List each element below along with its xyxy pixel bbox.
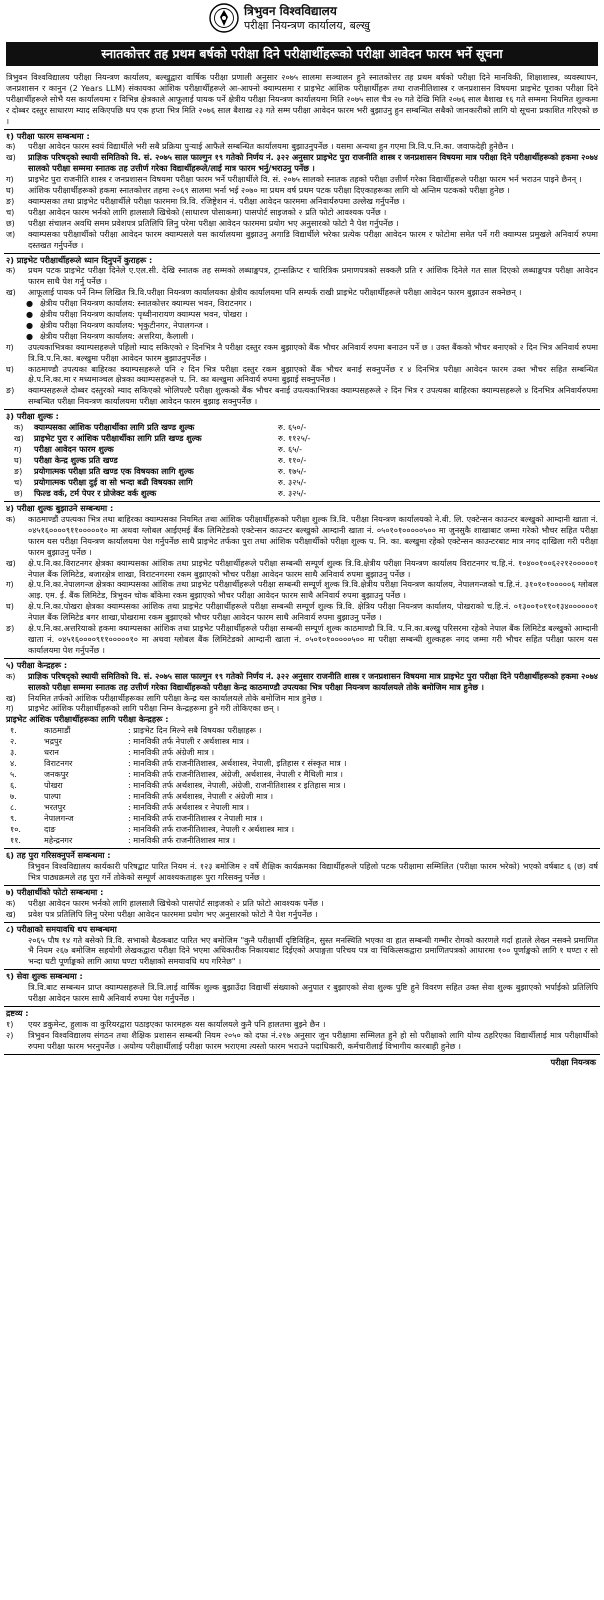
centers-title: प्राइभेट आंशिक परीक्षार्थीहरूका लागि परीक्षा केन्द्रहरू : (6, 714, 169, 725)
bullet-text: क्षेत्रीय परीक्षा नियन्त्रण कार्यालय: स्नातकोत्तर क्याम्पस भवन, विराटनगर । (40, 298, 252, 309)
fee-name: परीक्षा आवेदन फारम शुल्क (34, 444, 114, 455)
item-text: क्याम्पसका तथा प्राइभेट परीक्षार्थीले परीक्षा फारममा त्रि.वि. रजिष्ट्रेशन नं. परीक्षा आवेदन फारममा अनिवार्यरुपमा उल्लेख गर्नुपर्नेछ । (28, 195, 405, 206)
fee-row (12, 422, 360, 433)
center-subjects: : मानविकी तर्फ नेपाली र अर्थशास्त्र मात्र । (128, 736, 250, 747)
fee-row (12, 466, 360, 477)
item-label: २) (6, 1029, 14, 1040)
intro-paragraph: त्रिभुवन विश्वविद्यालय परीक्षा नियन्त्रण कार्यालय, बल्खुद्वारा वार्षिक परीक्षा प्रणाली अनुसार २०७५ सालमा सञ्चालन हुने स्नातकोत्तर तह प्रथम बर्षको परीक्षा दिने मानविकी, शिक्षाशास्त्र, व्यवस्थापन, जनप्रशासन र कानुन (2 Years LLM) संकायका आंशिक परीक्षार्थीहरूले आ-आफ्नो क्याम्पसमा र प्राइभेट आंशिक परीक्षार्थीहरू तथा राजनीतिशास्त्र र जनप्रशासन विषयमा प्राइभेट पूराका परीक्षा दिने परीक्षार्थीहरूले सोभै यस कार्यालयमा र विभिन्न क्षेत्रकाले आफूलाई पायक पर्ने क्षेत्रीय परीक्षा नियन्त्रण कार्यालयमा मिति २०७५ साल चैत्र २७ गते देखि मिति २०७६ साल बैशाख १६ गते सम्ममा नियमित शुल्कमा र दोब्बर दस्तुर साधारण म्याद सकिएपछि थप एक हप्ता भित्र मिति २०७६ साल बैशाख २३ गते सम्म परीक्षा आवेदन फारम भरी बुझाउनु हुन सम्बन्धित सबैको जानकारीको लागि यो सूचना प्रकाशित गरिएको छ । (4, 72, 600, 130)
center-row (8, 835, 590, 846)
item-label: घ) (6, 185, 14, 196)
item-label: घ) (6, 601, 14, 612)
list-item (6, 385, 598, 407)
university-name: त्रिभुवन विश्वविद्यालय (244, 4, 337, 18)
fee-label: घ) (14, 455, 22, 466)
item-label: ङ) (6, 623, 15, 634)
bullet-icon: ● (26, 330, 34, 341)
center-number: १. (10, 725, 17, 736)
item-text: क्याम्पसहरूले दोब्बर दस्तुरको म्याद सकिएको भोलिपल्टै परीक्षा शुल्कको बैंक भौचर बनाई उपत्यकाभित्रका क्याम्पसहरूले २ दिन भित्र र उपत्यका बाहिरका क्याम्पसहरूले ४ दिनभित्र अनिवार्यरुपमा सम्बन्धित परीक्षा नियन्त्रण कार्यालयमा परीक्षा आवेदन फारम बुझाइ सक्नुपर्नेछ । (28, 385, 598, 407)
center-row (8, 747, 590, 758)
section-number: ३) (6, 411, 14, 422)
fee-name: प्रयोगात्मक परीक्षा प्रति खण्ड एक विषयका लागि शुल्क (34, 466, 194, 477)
notes-title: द्रष्टव्य : (6, 1008, 29, 1018)
center-row (8, 769, 590, 780)
item-text: क्षे.प.नि.का.पोखरा क्षेत्रका क्याम्पसका आंशिक तथा प्राइभेट परीक्षार्थीहरूले परीक्षा सम्बन्धी सम्पूर्ण शुल्क त्रि.वि. क्षेत्रिय परीक्षा नियन्त्रण कार्यालय, पोखराको च.हि.नं. ०१३००१०११०१३४००००००१ नेपाल बैंक लिमिटेड बगर शाखा,पोखरामा रकम बुझाएको भौचर परीक्षा आवेदन फारम साथै अनिवार्य रुपमा बुझाउनु पर्नेछ । (28, 601, 598, 623)
list-item (6, 196, 598, 207)
center-subjects: : मानविकी तर्फ अर्थशास्त्र, नेपाली, अंग्रेजी, राजनीतिशास्त्र र इतिहास मात्र । (128, 780, 346, 791)
notice-title: स्नातकोत्तर तह प्रथम बर्षको परीक्षा दिने परीक्षार्थीहरूको परीक्षा आवेदन फारम भर्ने सूचना (6, 42, 598, 66)
section-text: त्रिभुवन विश्वविद्यालय कार्यकारी परिषद्बाट पारित नियम नं. १२३ बमोजिम २ वर्षे शैक्षिक कार्यक्रमका विद्यार्थीहरूले पहिलो पटक परीक्षामा सम्मिलित (परीक्षा फारम भरेको) भएको वर्षबाट ६ (छ) वर्ष भित्र पाठ्यक्रमले तह पुरा गर्ने तोकेको सम्पूर्ण आवश्यकताहरू पुरा गरिसक्नु पर्नेछ । (28, 861, 598, 883)
section-title: सेवा शुल्क सम्बन्धमा : (16, 971, 83, 982)
fee-amount: रु. १७५/- (278, 466, 307, 477)
center-row (8, 725, 590, 736)
section-title: परीक्षार्थीको फोटो सम्बन्धमा : (16, 886, 104, 897)
section-title: परीक्षा शुल्क बुझाउने सम्बन्धमा : (16, 503, 114, 514)
item-label: ग) (6, 174, 14, 185)
bullet-text: क्षेत्रीय परीक्षा नियन्त्रण कार्यालय: भृकुटीनगर, नेपालगन्ज । (40, 319, 209, 330)
center-row (8, 758, 590, 769)
item-label: ज) (6, 228, 16, 239)
section-exam-centers (4, 659, 600, 849)
fee-label: क) (14, 422, 24, 433)
center-number: ८. (10, 802, 17, 813)
list-item (6, 174, 598, 185)
list-item (6, 579, 598, 601)
list-item (6, 671, 598, 693)
item-label: ख) (6, 908, 16, 919)
fee-label: ङ) (14, 466, 23, 477)
list-item (6, 703, 598, 714)
regional-office-item (6, 331, 598, 342)
item-label: ग) (6, 703, 14, 714)
center-name: दाङ (44, 824, 56, 835)
center-number: ५. (10, 769, 17, 780)
center-name: विराटनगर (44, 758, 73, 769)
center-number: ११. (10, 835, 21, 846)
list-item (6, 185, 598, 196)
item-label: ख) (6, 287, 16, 298)
item-text: परीक्षा आवेदन फारम भर्नको लागि हालसालै खिचेको (साधारण पोसाकमा) पासपोर्ट साइजको २ प्रति फोटो आवश्यक पर्नेछ । (28, 206, 387, 217)
fee-name: प्राइभेट पुरा र आंशिक परीक्षार्थीका लागि प्रति खण्ड शुल्क (34, 433, 202, 444)
section-private-candidates (4, 254, 600, 411)
fee-name: परीक्षा केन्द्र शुल्क प्रति खण्ड (34, 455, 118, 466)
item-text: प्राइभेट पुरा राजनीति शास्त्र र जनप्रशासन विषयमा परीक्षा फारम भर्ने परीक्षार्थीले वि. सं. २०७५ सालको स्नातक तहको परीक्षा उत्तीर्ण गरेका विद्यार्थीहरूले परीक्षा फारम भर्न भराउन पाइने छैनन् । (28, 174, 582, 185)
fee-label: ख) (14, 433, 24, 444)
center-number: ९. (10, 813, 17, 824)
item-text: काठमाण्डौं उपत्यका भित्र तथा बाहिरका क्याम्पसका नियमित तथा आंशिक परीक्षार्थीहरूको परीक्षा शुल्क त्रि.वि. परीक्षा नियन्त्रण कार्यालयको ने.बी. लि. एक्टेन्सन काउन्टर बल्खुको आम्दानी खाता नं. ०४५१६००००९११०००००१० मा अथवा ग्लोबल आईएमई बैंक लिमिटेडको एक्टेन्सन काउन्टर बल्खुको आम्दानी खाता नं. ०५०१०१०००००५०० मा जुनसुकै शाखाबाट जम्मा गरेको भौचर सहित परीक्षा फारम यस परीक्षा नियन्त्रण कार्यालयमा पेश गर्नुपर्नेछ साथै प्राइभेट तर्फका पुरा तथा आंशिक परीक्षार्थीको परीक्षा शुल्क प. नि. का. बल्खुमा रहेको एक्टेन्सन काउन्टरबाट मात्र नगद दाखिला गरी परीक्षा फारम बुझाउनु पर्नेछ । (28, 514, 598, 557)
section-photo (4, 886, 600, 923)
item-label: १) (6, 1018, 14, 1029)
section-title: परीक्षा फारम सम्बन्धमा : (16, 130, 90, 141)
item-text: परीक्षा आवेदन फारम भर्नको लागि हालसालै खिचेको पासपोर्ट साइजको २ प्रति फोटो आवश्यक पर्नेछ । (28, 897, 324, 908)
item-label: ख) (6, 557, 16, 568)
list-item (6, 1030, 598, 1052)
center-row (8, 824, 590, 835)
list-item (6, 152, 598, 174)
fee-row (12, 433, 360, 444)
fee-row (12, 488, 360, 499)
center-subjects: : मानविकी तर्फ राजनीतिशास्त्र, नेपाली र अर्थशास्त्र मात्र । (128, 824, 295, 835)
section-time-extension (4, 923, 600, 971)
fee-table (12, 422, 360, 499)
section-title: परीक्षा शुल्क : (16, 411, 59, 422)
item-text: प्रवेश पत्र प्रतिलिपि लिनु परेमा परीक्षा आवेदन फारममा प्रयोग भए अनुसारको फोटो नै पेश गर्नुपर्नेछ । (28, 908, 318, 919)
list-item (6, 364, 598, 386)
item-text: काठमाण्डौ उपत्यका बाहिरका क्याम्पसहरूले पनि २ दिन भित्र परीक्षा दस्तुर रकम बुझाएको बैंक भौचर बनाई सक्नुपर्नेछ र ४ दिनभित्र परीक्षा आवेदन फारम उक्त भौचर सहित सम्बन्धित क्षे.प.नि.का.मा र मध्यमाञ्चल क्षेत्रका क्याम्पसहरूले प. नि. का बल्खुमा अनिवार्य रुपमा बुझाई सक्नुपर्नेछ । (28, 363, 598, 385)
list-item (6, 898, 598, 909)
item-text: आंशिक परीक्षार्थीहरूको हकमा स्नातकोत्तर तहमा २०६९ सालमा भर्ना भई २०७० मा प्रथम वर्ष प्रथम पटक परीक्षा दिएकाहरूका लागि यो अन्तिम पटकको परीक्षा हुनेछ । (28, 185, 510, 196)
university-seal-icon (209, 2, 239, 34)
item-label: ङ) (6, 195, 15, 206)
center-name: पाल्पा (44, 791, 61, 802)
item-label: ग) (6, 579, 14, 590)
section-text: त्रि.वि.बाट सम्बन्धन प्राप्त क्याम्पसहरूले त्रि.वि.लाई वार्षिक शुल्क बुझाउँदा विद्यार्थी संख्याको अनुपात र बुझाएको सेवा शुल्क पुष्टि हुने विवरण सहित उक्त सेवा शुल्क बुझाएको भर्पाईको प्रतिलिपि परीक्षा आवेदन फारम साथै अनिवार्य रुपमा पेश गर्नुपर्नेछ । (28, 982, 598, 1004)
item-label: ङ) (6, 385, 15, 396)
fee-row (12, 444, 360, 455)
fee-amount: रु. ६५०/- (278, 422, 307, 433)
section-title: परीक्षाको समयावधि थप सम्बन्धमा (16, 923, 117, 934)
center-row (8, 780, 590, 791)
list-item (6, 229, 598, 251)
center-number: १०. (10, 824, 21, 835)
fee-amount: रु. ३२५/- (278, 477, 307, 488)
item-label: क) (6, 265, 16, 276)
list-item (6, 514, 598, 558)
bullet-text: क्षेत्रीय परीक्षा नियन्त्रण कार्यालय: अत्तरिया, कैलाली । (40, 330, 194, 341)
section-title: प्राइभेट परीक्षार्थीहरूले ध्यान दिनुपर्ने कुराहरू : (16, 254, 153, 265)
section-number: ५) (6, 659, 14, 670)
bullet-icon: ● (26, 319, 34, 330)
centers-table (8, 725, 590, 846)
item-label: ख) (6, 152, 16, 163)
center-subjects: : मानविकी तर्फ राजनीतिशास्त्र, अर्थशास्त्र, नेपाली, इतिहास र संस्कृत मात्र । (128, 758, 347, 769)
center-name: धरान (44, 747, 59, 758)
item-text: परीक्षा आवेदन फारम स्वयं विद्यार्थीले भरी सबै प्रक्रिया पुऱ्याई आफैले सम्बन्धित कार्यालयमा बुझाउनुपर्नेछ । यसमा अन्यथा हुन गएमा त्रि.वि.प.नि.का. जवाफदेही हुनेछैन । (28, 141, 514, 152)
item-label: क) (6, 670, 16, 681)
fee-name: क्याम्पसका आंशिक परीक्षार्थीका लागि प्रति खण्ड शुल्क (34, 422, 195, 433)
list-item (6, 342, 598, 364)
section-notes (4, 1007, 600, 1055)
list-item (6, 909, 598, 920)
section-title: परीक्षा केन्द्रहरू : (16, 659, 68, 670)
fee-row (12, 477, 360, 488)
item-text: क्षे.प.नि.का.नेपालगन्ज क्षेत्रका क्याम्पसका आंशिक तथा प्राइभेट परीक्षार्थीहरूले परीक्षा सम्बन्धी सम्पूर्ण शुल्क त्रि.वि.क्षेत्रीय परीक्षा नियन्त्रण कार्यालय, नेपालगन्जको च.हि.नं. ३१०१०१०००००६ ग्लोबल आइ. एम. ई. बैंक लिमिटेड, त्रिभुवन चोक बाँकेमा रकम बुझाएको भौचर परीक्षा आवेदन फारम साथै अनिवार्य रुपमा बुझाउनु पर्नेछ । (28, 579, 598, 601)
item-text: क्याम्पसका परीक्षार्थीको परीक्षा आवेदन फारम क्याम्पसले यस कार्यालयमा बुझाउनु अगाडि विद्यार्थीले भरेका प्रत्येक परीक्षा आवेदन फारम र फोटोमा समेत पर्ने गरी क्याम्पस प्रमुखले अनिवार्य रुपमा दस्तखत गर्नुपर्नेछ । (28, 228, 598, 250)
item-text: प्राइभेट आंशिक परीक्षार्थीहरूको लागि परीक्षा निम्न केन्द्रहरूमा हुने गरी तोकिएका छन् । (28, 703, 280, 714)
item-text: नियमित तर्फको आंशिक परीक्षार्थीहरूका लागि परीक्षा केन्द्र यस कार्यालयले तोके बमोजिम मात्र हुनेछ । (28, 692, 323, 703)
section-fee-payment (4, 502, 600, 659)
fee-amount: रु. ११०/- (278, 455, 307, 466)
item-text: एयर डकुमेन्ट, हुलाक वा कुरियरद्वारा पठाइएका फारमहरू यस कार्यालयले कुनै पनि हालतमा बुझ्ने छैन । (28, 1018, 326, 1029)
center-row (8, 802, 590, 813)
center-name: भद्रपुर (44, 736, 62, 747)
center-subjects: : मानविकी तर्फ अर्थशास्त्र र नेपाली मात्र । (128, 802, 250, 813)
regional-office-item (6, 309, 598, 320)
center-subjects: : प्राइभेट दिन मिल्ने सबै विषयका परीक्षाहरू । (128, 725, 262, 736)
list-item (6, 693, 598, 704)
item-text: आफूलाई पायक पर्ने निम्न लिखित त्रि.वि.परीक्षा नियन्त्रण कार्यालयका क्षेत्रीय कार्यालयमा पनि सम्पर्क राखी प्राइभेट परीक्षार्थीहरूले परीक्षा आवेदन फारम बुझाउन सक्नेछन् । (28, 287, 522, 298)
regional-office-item (6, 320, 598, 331)
fee-amount: रु. ६५/- (278, 444, 303, 455)
fee-row (12, 455, 360, 466)
center-name: पोखरा (44, 780, 63, 791)
center-subjects: : मानविकी तर्फ राजनीतिशास्त्र मात्र । (128, 835, 236, 846)
item-text: परीक्षा संचालन अवधि समम प्रवेशपत्र प्रतिलिपि लिनु परेमा परीक्षा आवेदन फारममा प्रयोग भए अनुसारको फोटो नै पेश गर्नुपर्नेछ । (28, 217, 399, 228)
bullet-text: क्षेत्रीय परीक्षा नियन्त्रण कार्यालय: पृथ्वीनारायण क्याम्पस भवन, पोखरा । (40, 309, 248, 320)
item-text: क्षे.प.नि.का.अत्तरियाको हकमा क्याम्पसका आंशिक तथा प्राइभेट परीक्षार्थीहरूले परीक्षा सम्बन्धी सम्पूर्ण शुल्क काठमाण्डौ त्रि.वि. प.नि.का.बल्खु परिसरमा रहेको नेपाल बैंक लिमिटेड बल्खुको आम्दानी खाता नं. ०४५१६००००९११०००००१० मा अथवा ग्लोबल बैंक लिमिटेडको आम्दानी खाता नं. ०५०१०१०००००५०० मा परीक्षा सम्बन्धी शुल्कहरू नगद जम्मा गरी भौचर सहित परीक्षा फारम यस कार्यालयमा पेश गर्नुपर्नेछ । (28, 623, 598, 655)
list-item (6, 287, 598, 298)
regional-office-item (6, 298, 598, 309)
center-row (8, 791, 590, 802)
fee-label: छ) (14, 488, 23, 499)
center-name: नेपालगन्ज (44, 813, 74, 824)
section-number: ९) (6, 971, 14, 982)
item-text: त्रिभुवन विश्वविद्यालय संगठन तथा शैक्षिक प्रशासन सम्बन्धी नियम २०५० को दफा नं.२१७ अनुसार जुन परीक्षामा सम्मिलत हुने हो सो परीक्षाको लागि योग्य ठहरिएका विद्यार्थीलाई मात्र परीक्षार्थीको रुपमा परीक्षा फारम भरनुपर्नेछ । अयोग्य परीक्षार्थीलाई परीक्षा फारम भराएमा त्यस्तो फारम भराउने पदाधिकारी, कर्मचारीलाई विभागीय कारबाही हुनेछ । (28, 1029, 598, 1051)
section-text: २०६५ पौष १४ गते बसेको त्रि.वि. सभाको बैठकबाट पारित भए बमोजिम "कुनै परीक्षार्थी दृष्टिविहिन, सुस्त मनस्थिति भएका वा हात सम्बन्धी गम्भीर रोगको कारणले गर्दा हातले लेख्न नसक्ने प्रमाणित भै नियम २६७ बमोजिम सहयोगी लेखकद्वारा परीक्षा दिने भएमा अधिकारीक निकायबाट दिईएको अपाङ्गता परिचय पत्र वा चिकित्सकद्वारा प्रमाणितपत्रको आधारमा १०० पूर्णाङ्कको लागि १ घण्टा र सो भन्दा घटी पूर्णाङ्कको लागि आधा घण्टा परीक्षाको समयावधि थप गरिनेछ" । (28, 934, 598, 967)
item-label: ख) (6, 692, 16, 703)
item-text: प्रथम पटक प्राइभेट परीक्षा दिनेले ए.एल.सी. देखि स्नातक तह सम्मको लब्धाङ्कपत्र, ट्रान्सक्रिप्ट र चारित्रिक प्रमाणपत्रको सक्कलै प्रति र आंशिक दिनेले गत साल दिएको लब्धाङ्कपत्र परीक्षा आवेदन फारम साथै पेश गर्नु पर्नेछ । (28, 265, 598, 287)
center-name: जनकपुर (44, 769, 69, 780)
item-text: क्षे.प.नि.का.विराटनगर क्षेत्रका क्याम्पसका आंशिक तथा प्राइभेट परीक्षार्थीहरूले परीक्षा सम्बन्धी सम्पूर्ण शुल्क त्रि.वि.क्षेत्रीय परीक्षा नियन्त्रण कार्यालय विराटनगर च.हि.नं. १०४००१००६२२१२०००००१ नेपाल बैंक लिमिटेड, बजारक्षेत्र शाखा, विराटनगरमा रकम बुझाएको भौचर परीक्षा आवेदन फारम साथै अनिवार्य रुपमा बुझाउनु पर्नेछ । (28, 557, 598, 579)
center-name: महेन्द्रनगर (44, 835, 73, 846)
center-number: २. (10, 736, 17, 747)
list-item (6, 1019, 598, 1030)
center-number: ३. (10, 747, 17, 758)
section-form (4, 130, 600, 254)
item-text: प्राज्ञिक परिषद्को स्थायी समितिको वि. सं. २०७५ साल फाल्गुन १९ गतेको निर्णय नं. ३२२ अनुसार प्राइभेट पुरा राजनीति शास्त्र र जनप्रशासन विषयमा मात्र परीक्षा दिने परीक्षार्थीहरूको हकमा २०७४ सालको परीक्षा सम्ममा स्नातक तह उत्तीर्ण गरेका विद्यार्थीहरूले/लाई मात्र फारम भर्नु/भराउनु पर्नेछ । (28, 152, 598, 174)
header (4, 0, 600, 40)
center-subjects: : मानविकी तर्फ अर्थशास्त्र, नेपाली र अंग्रेजी मात्र । (128, 791, 274, 802)
list-item (6, 207, 598, 218)
section-number: ८) (6, 923, 14, 934)
center-row (8, 736, 590, 747)
list-item (6, 558, 598, 580)
section-completion (4, 849, 600, 886)
center-row (8, 813, 590, 824)
item-label: क) (6, 897, 16, 908)
bullet-icon: ● (26, 309, 34, 320)
center-subjects: : मानविकी तर्फ अंग्रेजी मात्र । (128, 747, 215, 758)
bullet-icon: ● (26, 298, 34, 309)
section-number: ७) (6, 886, 14, 897)
section-fees (4, 410, 600, 502)
item-text: प्राज्ञिक परिषद्को स्थायी समितिको वि. सं. २०७५ साल फाल्गुन १९ गतेको निर्णय नं. ३२२ अनुसार राजनीति शास्त्र र जनप्रशासन विषयमा मात्र प्राइभेट पुरा परीक्षा दिने परीक्षार्थीहरूको हकमा २०७४ सालको परीक्षा सम्ममा स्नातक तह उत्तीर्ण गरेका विद्यार्थीहरूको परीक्षा केन्द्र काठमाण्डौ उपत्यका भित्र परीक्षा नियन्त्रण कार्यालयले तोके बमोजिम मात्र हुनेछ । (28, 670, 598, 692)
list-item (6, 265, 598, 287)
center-number: ७. (10, 791, 17, 802)
section-service-fee (4, 970, 600, 1007)
section-number: १) (6, 130, 14, 141)
section-number: ४) (6, 503, 14, 514)
list-item (6, 601, 598, 623)
center-name: भरतपुर (44, 802, 66, 813)
fee-label: च) (14, 477, 23, 488)
fee-amount: रु. ११२५/- (278, 433, 311, 444)
item-label: च) (6, 206, 15, 217)
item-label: छ) (6, 217, 15, 228)
list-item (6, 218, 598, 229)
list-item (6, 141, 598, 152)
item-label: ग) (6, 341, 14, 352)
section-number: ६) (6, 850, 14, 861)
fee-amount: रु. ३२५/- (278, 488, 307, 499)
fee-name: प्रयोगात्मक परीक्षा दुई वा सो भन्दा बढी विषयका लागि (34, 477, 193, 488)
fee-label: ग) (14, 444, 22, 455)
item-label: क) (6, 141, 16, 152)
item-label: क) (6, 514, 16, 524)
center-name: काठमाडौं (44, 725, 71, 736)
list-item (6, 623, 598, 656)
notice-page (4, 0, 600, 1068)
fee-name: फिल्ड वर्क, टर्म पेपर र प्रोजेक्ट वर्क शुल्क (34, 488, 157, 499)
section-number: २) (6, 254, 14, 265)
section-title: तह पुरा गरिसक्नुपर्ने सम्बन्धमा : (16, 850, 111, 861)
center-number: ६. (10, 780, 17, 791)
item-label: घ) (6, 363, 14, 374)
center-subjects: : मानविकी तर्फ राजनीतिशास्त्र र नेपाली मात्र । (128, 813, 263, 824)
office-name: परीक्षा नियन्त्रण कार्यालय, बल्खु (244, 19, 370, 32)
center-number: ४. (10, 758, 17, 769)
signature: परीक्षा नियन्त्रक (550, 1056, 596, 1067)
center-subjects: : मानविकी तर्फ राजनीतिशास्त्र, अंग्रेजी, अर्थशास्त्र, नेपाली र मैथिली मात्र । (128, 769, 343, 780)
item-text: उपत्यकाभित्रका क्याम्पसहरूले पहिलो म्याद सकिएको २ दिनभित्र नै परीक्षा दस्तुर रकम बुझाएको बैंक भौचर अनिवार्य रुपमा बनाउन पर्ने छ । उक्त बैंकको भौचर बनाएको २ दिन भित्र अनिवार्य रुपमा त्रि.वि.प.नि.का. बल्खुमा परीक्षा आवेदन फारम बुझाउनुपर्नेछ । (28, 341, 598, 363)
